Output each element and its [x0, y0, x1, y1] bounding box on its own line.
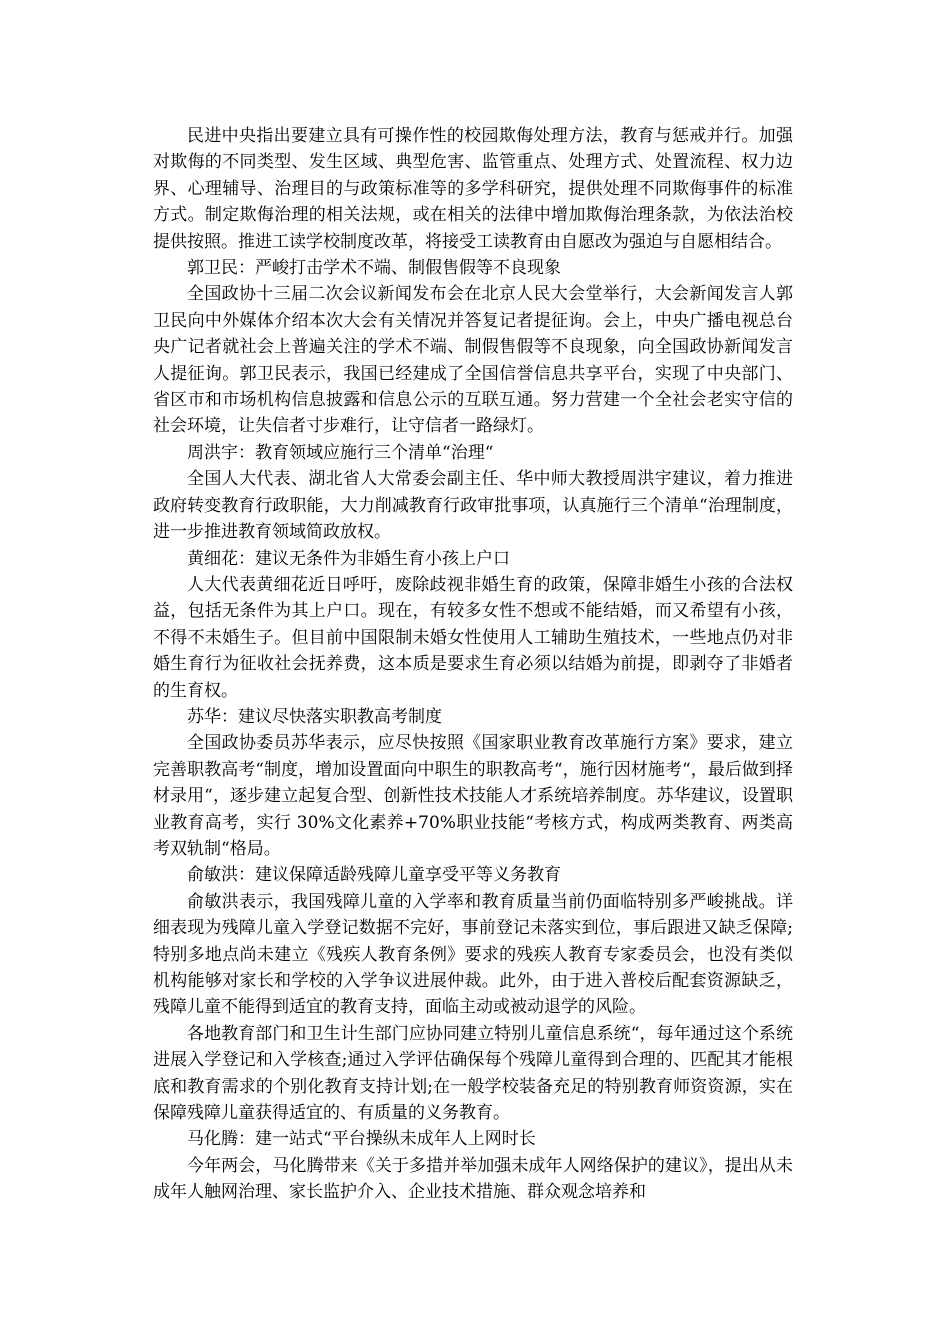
paragraph-bullying-measures: 民进中央指出要建立具有可操作性的校园欺侮处理方法，教育与惩戒并行。加强对欺侮的不同类型、发生区域、典型危害、监管重点、处理方式、处置流程、权力边界、心理辅导、治理目的与政策标准等的多学科研究，提供处理不同欺侮事件的标准方式。制定欺侮治理的相关法规，或在相关的法律中增加欺侮治理条款，为依法治校提供按照。推进工读学校制度改革，将接受工读教育由自愿改为强迫与自愿相结合。	[153, 126, 793, 252]
paragraph-zhou-hongyu: 全国人大代表、湖北省人大常委会副主任、华中师大教授周洪宇建议，着力推进政府转变教育行政职能，大力削减教育行政审批事项，认真施行三个清单“治理制度，进一步推进教育领域简政放权。	[153, 469, 793, 543]
heading-su-hua: 苏华：建议尽快落实职教高考制度	[187, 706, 442, 727]
document-body	[153, 123, 793, 1206]
paragraph-yu-minhong: 俞敏洪表示，我国残障儿童的入学率和教育质量当前仍面临特别多严峻挑战。详细表现为残障儿童入学登记数据不完好，事前登记未落实到位，事后跟进又缺乏保障;特别多地点尚未建立《残疾人教育条例》要求的残疾人教育专家委员会，也没有类似机构能够对家长和学校的入学争议进展仲裁。此外，由于进入普校后配套资源缺乏，残障儿童不能得到适宜的教育支持，面临主动或被动退学的风险。	[153, 891, 793, 1018]
heading-guo-weimin: 郭卫民：严峻打击学术不端、制假售假等不良现象	[187, 258, 561, 279]
paragraph-guo-weimin: 全国政协十三届二次会议新闻发布会在北京人民大会堂举行，大会新闻发言人郭卫民向中外媒体介绍本次大会有关情况并答复记者提征询。会上，中央广播电视总台央广记者就社会上普遍关注的学术不端、制假售假等不良现象，向全国政协新闻发言人提征询。郭卫民表示，我国已经建成了全国信誉信息共享平台，实现了中央部门、省区市和市场机构信息披露和信息公示的互联互通。努力营建一个全社会老实守信的社会环境，让失信者寸步难行，让守信者一路绿灯。	[153, 284, 793, 437]
paragraph-su-hua: 全国政协委员苏华表示，应尽快按照《国家职业教育改革施行方案》要求，建立完善职教高考“制度，增加设置面向中职生的职教高考“，施行因材施考“，最后做到择材录用“，逐步建立起复合型、创新性技术技能人才系统培养制度。苏华建议，设置职业教育高考，实行 30%文化素养+70%职业技能“考核方式，构成两类教育、两类高考双轨制“格局。	[153, 733, 793, 859]
paragraph-ma-huateng: 今年两会，马化腾带来《关于多措并举加强未成年人网络保护的建议》，提出从未成年人触网治理、家长监护介入、企业技术措施、群众观念培养和	[153, 1155, 793, 1203]
heading-huang-xihua: 黄细花：建议无条件为非婚生育小孩上户口	[187, 548, 510, 569]
paragraph-huang-xihua: 人大代表黄细花近日呼吁，废除歧视非婚生育的政策，保障非婚生小孩的合法权益，包括无条件为其上户口。现在，有较多女性不想或不能结婚，而又希望有小孩，不得不未婚生子。但目前中国限制未婚女性使用人工辅助生殖技术，一些地点仍对非婚生育行为征收社会抚养费，这本质是要求生育必须以结婚为前提，即剥夺了非婚者的生育权。	[153, 574, 793, 701]
heading-zhou-hongyu: 周洪宇：教育领域应施行三个清单“治理“	[187, 442, 494, 463]
heading-ma-huateng: 马化腾：建一站式“平台操纵未成年人上网时长	[187, 1129, 536, 1150]
heading-yu-minhong: 俞敏洪：建议保障适龄残障儿童享受平等义务教育	[187, 865, 561, 886]
paragraph-special-children-system: 各地教育部门和卫生计生部门应协同建立特别儿童信息系统“，每年通过这个系统进展入学登记和入学核查;通过入学评估确保每个残障儿童得到合理的、匹配其才能根底和教育需求的个别化教育支持计划;在一般学校装备充足的特别教育师资资源，实在保障残障儿童获得适宜的、有质量的义务教育。	[153, 1023, 793, 1124]
